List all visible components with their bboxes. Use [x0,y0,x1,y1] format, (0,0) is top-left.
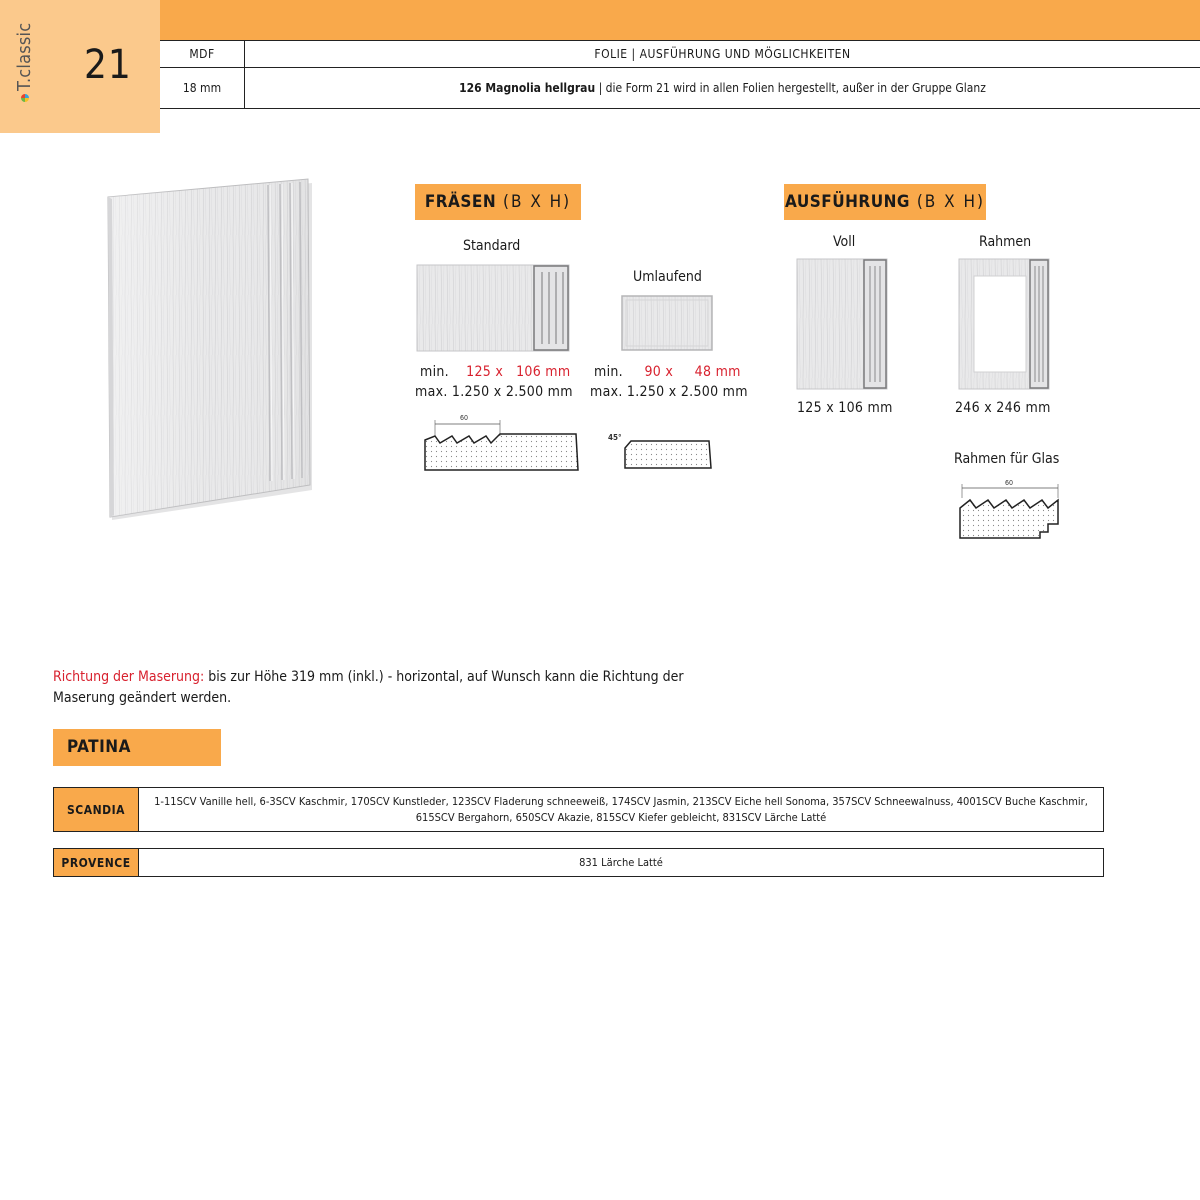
rahmen-glas-profile-dim: 60 [1005,479,1014,487]
provence-values: 831 Lärche Latté [579,855,663,869]
grain-direction-note [53,667,693,709]
umlaufend-profile-drawing [605,428,717,474]
voll-size: 125 x 106 mm [797,400,893,416]
door-front-image [100,175,320,525]
brand-logo [8,22,48,110]
standard-profile-dim: 60 [460,414,469,422]
scandia-key: SCANDIA [54,788,139,832]
standard-min-size [420,364,570,380]
standard-min-prefix: min. [420,364,449,380]
top-accent-bar [160,0,1200,40]
brand-dot-icon [21,94,29,102]
folie-header: FOLIE | AUSFÜHRUNG UND MÖGLICHKEITEN [245,41,1200,68]
rahmen-label: Rahmen [979,234,1032,250]
umlaufend-min-prefix: min. [594,364,623,380]
standard-label: Standard [463,238,521,254]
scandia-values-line2: 615SCV Bergahorn, 650SCV Akazie, 815SCV Kiefer gebleicht, 831SCV Lärche Latté [415,810,827,824]
scandia-values-line1: 1-11SCV Vanille hell, 6-3SCV Kaschmir, 170SCV Kunstleder, 123SCV Fladerung schneeweiß, 174SCV Jasmin, 213SCV Eiche hell Sonoma, 357SCV Schneewalnuss, 4001SCV Buche Kaschmir, [154,794,1088,808]
scandia-values [139,788,1104,832]
spec-value-row [160,68,1200,109]
rahmen-glas-label: Rahmen für Glas [954,451,1060,467]
umlaufend-milling-image [620,294,716,354]
header-corner-panel [0,0,160,133]
rahmen-image [958,258,1052,392]
standard-max-size: max. 1.250 x 2.500 mm [415,384,573,400]
spec-table [160,40,1200,109]
umlaufend-min-height: 48 mm [694,364,741,380]
ausfuehrung-title-sub: (B X H) [909,192,985,212]
umlaufend-profile-angle: 45° [608,433,622,442]
standard-min-height: 106 mm [516,364,571,380]
brand-name: T.classic [14,22,35,91]
provence-key: PROVENCE [54,849,139,877]
patina-title: PATINA [53,729,221,766]
ausfuehrung-title [784,184,986,220]
grain-note-label: Richtung der Maserung: [53,669,205,685]
fraesen-title-main: FRÄSEN [424,192,497,212]
umlaufend-min-size [594,364,741,380]
umlaufend-min-width: 90 x [644,364,674,380]
folie-color: 126 Magnolia hellgrau [459,81,596,95]
standard-profile-drawing [420,410,582,476]
umlaufend-label: Umlaufend [633,269,702,285]
fraesen-title [415,184,581,220]
patina-row-provence [53,848,1104,877]
standard-min-width: 125 x [466,364,504,380]
thickness-value: 18 mm [160,68,245,109]
ausfuehrung-title-main: AUSFÜHRUNG [785,192,910,212]
umlaufend-max-size: max. 1.250 x 2.500 mm [590,384,748,400]
voll-label: Voll [833,234,856,250]
spec-header-row [160,41,1200,68]
rahmen-glas-profile-drawing [952,474,1066,546]
folie-value [245,68,1200,109]
patina-row-scandia [53,787,1104,832]
fraesen-title-sub: (B X H) [496,192,572,212]
standard-milling-image [416,264,572,354]
grain-note-text: bis zur Höhe 319 mm (inkl.) - horizontal, auf Wunsch kann die Richtung der Maserung geändert werden. [53,669,684,706]
voll-image [796,258,890,392]
folie-description: | die Form 21 wird in allen Folien hergestellt, außer in der Gruppe Glanz [595,81,986,95]
form-number: 21 [84,42,132,88]
rahmen-size: 246 x 246 mm [955,400,1051,416]
material-header: MDF [160,41,245,68]
